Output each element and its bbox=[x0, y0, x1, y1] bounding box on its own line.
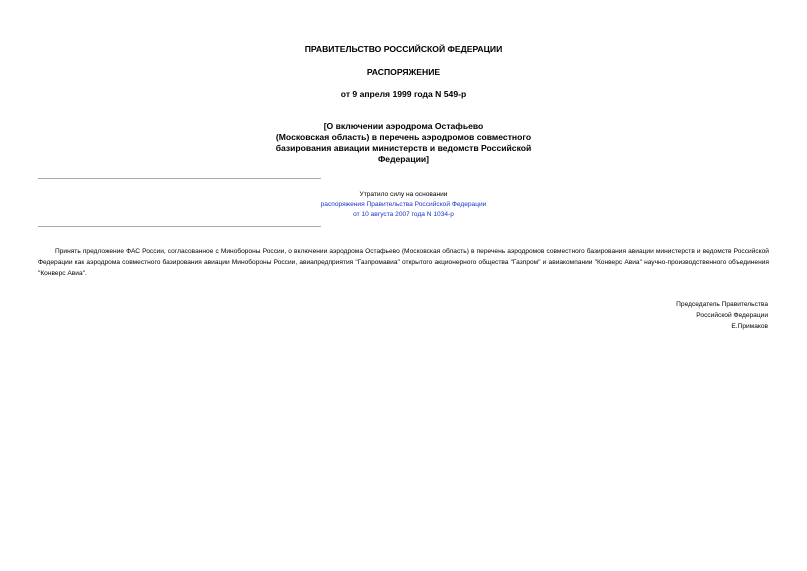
document-title-line: Федерации] bbox=[377, 154, 430, 164]
status-note-link-row bbox=[0, 210, 807, 220]
document-title-line: [О включении аэродрома Остафьево bbox=[323, 121, 484, 131]
signatory-position-country: Российской Федерации bbox=[696, 312, 768, 319]
status-note-text: Утратило силу на основании bbox=[359, 191, 448, 198]
decree-paragraph: Принять предложение ФАС России, согласованное с Минобороны России, о включении аэродрома Остафьево (Московская область) в перечень аэродромов совместного базирования авиации министерств и ведомств Российской Федерации как аэродрома совместного базирования авиации Минобороны России, авиапредприятия "Газпромавиа" открытого акционерного общества "Газпром" и авиакомпании "Конверс Авиа" научно-производственного объединения "Конверс Авиа". bbox=[38, 248, 769, 277]
divider-top bbox=[38, 178, 321, 179]
document-title bbox=[0, 121, 807, 165]
status-note-link-row bbox=[0, 200, 807, 210]
signature-block bbox=[676, 299, 768, 332]
repeal-document-link[interactable]: распоряжения Правительства Российской Федерации bbox=[320, 201, 487, 208]
signatory-name: Е.Примаков bbox=[731, 323, 768, 330]
document-date-number: от 9 апреля 1999 года N 549-р bbox=[340, 89, 467, 99]
document-title-line: базирования авиации министерств и ведомств Российской bbox=[275, 143, 532, 153]
signatory-position: Председатель Правительства bbox=[676, 301, 768, 308]
divider-bottom bbox=[38, 226, 321, 227]
issuing-authority: ПРАВИТЕЛЬСТВО РОССИЙСКОЙ ФЕДЕРАЦИИ bbox=[304, 44, 503, 54]
document-type: РАСПОРЯЖЕНИЕ bbox=[366, 67, 441, 77]
repeal-document-date-link[interactable]: от 10 августа 2007 года N 1034-р bbox=[353, 211, 454, 218]
document-title-line: (Московская область) в перечень аэродромов совместного bbox=[275, 132, 532, 142]
